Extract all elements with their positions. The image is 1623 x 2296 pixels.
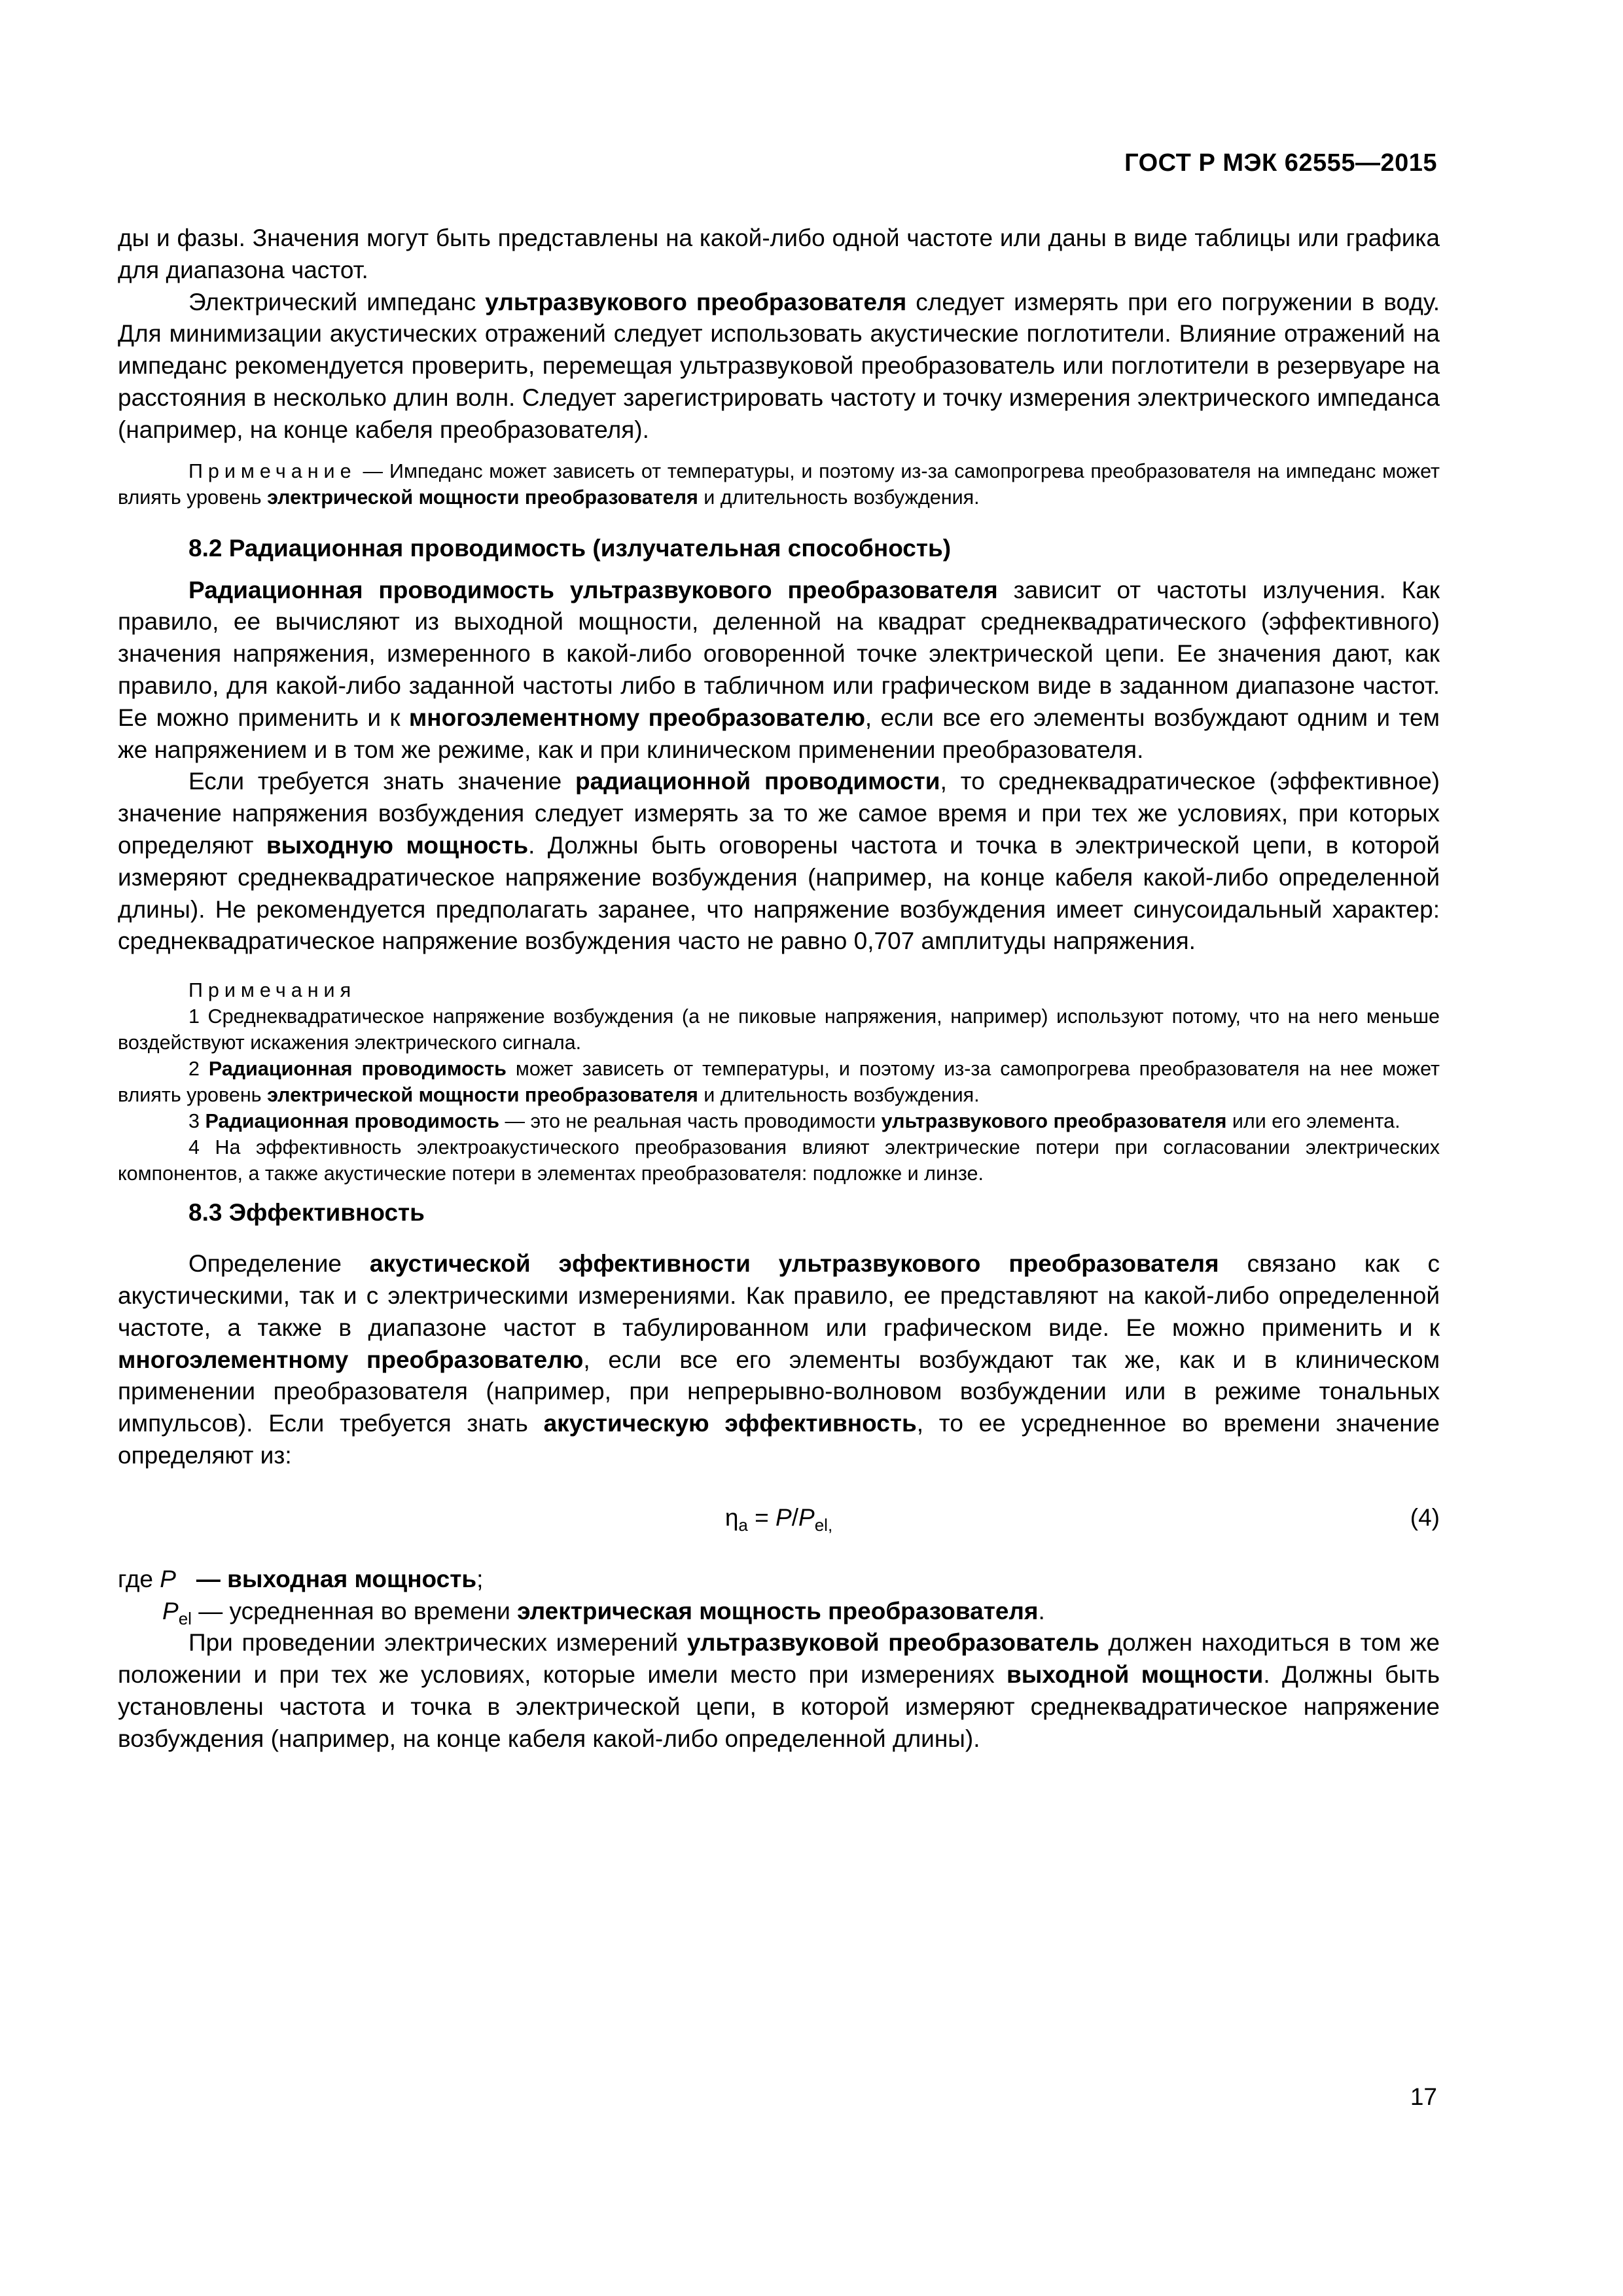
term-bold: — выходная мощность — [196, 1565, 477, 1592]
variable-pel: P — [798, 1503, 815, 1531]
paragraph-electrical-measurements — [118, 1627, 1440, 1755]
text-run: , если все его элементы возбуждают одним и тем же напряжением и в том же режиме, как и при клиническом применении преобразователя. — [118, 704, 1440, 763]
paragraph-continuation — [118, 223, 1440, 287]
term-bold: ультразвуковой преобразователь — [687, 1629, 1099, 1657]
notes-label: Примечания — [188, 979, 357, 1002]
variable-p: P — [160, 1565, 176, 1592]
term-bold: электрической мощности преобразователя — [267, 486, 698, 509]
where-word: где — [118, 1565, 160, 1592]
text-run: и длительность возбуждения. — [698, 486, 980, 509]
text-run: 2 — [188, 1058, 209, 1081]
text-run: — усредненная во времени — [191, 1597, 518, 1624]
text-run: . Должны быть оговорены частота и точка в электрической цепи, в которой измеряют среднеквадратическое напряжение возбуждения (например, на конце кабеля какой-либо определенной длины). Не рекомендуется предполагать заранее, что напряжение возбуждения имеет синусоидальный характер: среднеквадратическое напряжение возбуждения часто не равно 0,707 амплитуды напряжения. — [118, 831, 1440, 955]
text-run: Электрический импеданс — [188, 288, 486, 315]
term-bold: ультразвукового преобразователя — [881, 1110, 1227, 1133]
term-bold: Радиационная проводимость — [205, 1110, 500, 1133]
formula-expression — [724, 1503, 833, 1535]
division-slash: / — [791, 1503, 799, 1531]
term-bold: акустическую эффективность — [543, 1410, 917, 1437]
term-bold: ультразвукового преобразователя — [485, 288, 907, 315]
note-impedance — [118, 458, 1440, 511]
eta-subscript: a — [738, 1515, 748, 1535]
term-bold: акустической эффективности ультразвукового преобразователя — [369, 1250, 1219, 1278]
formula-4 — [118, 1498, 1440, 1537]
equation-number: (4) — [1410, 1503, 1440, 1531]
variable-pel: P — [162, 1597, 179, 1624]
notes-label-row — [118, 977, 1440, 1003]
text-run: ; — [476, 1565, 484, 1592]
text-run: должен находиться в том же положении и при тех же условиях, которые имели место при измерениях — [118, 1629, 1440, 1689]
text-run: или его элемента. — [1226, 1110, 1400, 1133]
pel-subscript: el, — [814, 1515, 833, 1535]
note-dash: — — [363, 459, 383, 482]
text-run: , то среднеквадратическое (эффективное) значение напряжения возбуждения следует измерять за то же самое время и при тех же условиях, при которых определяют — [118, 768, 1440, 859]
text-run: и длительность возбуждения. — [698, 1084, 980, 1107]
text-run: 4 На эффективность электроакустического преобразования влияют электрические потери при согласовании электрических компонентов, а также акустические потери в элементах преобразователя: подложке и линзе. — [118, 1136, 1440, 1185]
paragraph-radiation-measure — [118, 766, 1440, 958]
text-run: , то ее усредненное во времени значение определяют из: — [118, 1410, 1440, 1469]
text-run: , если все его элементы возбуждают так же, как и в клиническом применении преобразователя (например, при непрерывно-волновом возбуждении или в режиме тональных импульсов). Если требуется знать — [118, 1346, 1440, 1437]
term-bold: Радиационная проводимость ультразвукового преобразователя — [188, 576, 998, 603]
term-bold: выходной мощности — [1007, 1661, 1264, 1689]
text-run: . — [1038, 1597, 1045, 1624]
text-run: Если требуется знать значение — [188, 768, 575, 795]
section-heading-8-3: 8.3 Эффективность — [188, 1199, 425, 1227]
term-bold: электрическая мощность преобразователя — [517, 1597, 1039, 1624]
eta-symbol: η — [724, 1503, 739, 1531]
term-bold: многоэлементному преобразователю — [408, 704, 865, 731]
text-run: 1 Среднеквадратическое напряжение возбуждения (а не пиковые напряжения, например) используют потому, что на него меньше воздействуют искажения электрического сигнала. — [118, 1005, 1440, 1054]
term-bold: радиационной проводимости — [575, 768, 940, 795]
text-run: . Должны быть установлены частота и точка в электрической цепи, в которой измеряют среднеквадратическое напряжение возбуждения (например, на конце кабеля какой-либо определенной длины). — [118, 1661, 1440, 1752]
standard-header: ГОСТ Р МЭК 62555—2015 — [1124, 149, 1437, 177]
text-run: следует измерять при его погружении в воду. Для минимизации акустических отражений следует использовать акустические поглотители. Влияние отражений на импеданс рекомендуется проверить, перемещая ультразвуковой преобразователь или поглотители в резервуаре на расстояния в несколько длин волн. Следует зарегистрировать частоту и точку измерения электрического импеданса (например, на конце кабеля преобразователя). — [118, 288, 1440, 443]
text-run: — это не реальная часть проводимости — [499, 1110, 882, 1133]
where-pel-row — [118, 1596, 1440, 1628]
page-number: 17 — [1410, 2083, 1437, 2110]
note-label: Примечание — [188, 459, 357, 482]
notes-block — [118, 977, 1440, 1187]
paragraph-radiation-conductance — [118, 575, 1440, 766]
text-run: 3 — [188, 1110, 205, 1133]
term-bold: Радиационная проводимость — [208, 1058, 507, 1081]
page-content — [118, 223, 1440, 1755]
section-heading-8-2: 8.2 Радиационная проводимость (излучательная способность) — [188, 534, 952, 562]
variable-p: P — [776, 1503, 792, 1531]
where-p-row — [118, 1564, 1440, 1596]
equals-sign: = — [747, 1503, 776, 1531]
note-item-3 — [118, 1108, 1440, 1134]
text-run: Импеданс может зависеть от температуры, и поэтому из-за самопрогрева преобразователя на импеданс может влиять уровень — [118, 459, 1440, 509]
paragraph-text: ды и фазы. Значения могут быть представлены на какой-либо одной частоте или даны в виде таблицы или графика для диапазона частот. — [118, 224, 1440, 283]
term-bold: выходную мощность — [266, 831, 529, 859]
text-run: При проведении электрических измерений — [188, 1629, 687, 1657]
note-item-2 — [118, 1056, 1440, 1108]
pel-subscript: el — [178, 1608, 192, 1628]
text-run: связано как с акустическими, так и с электрическими измерениями. Как правило, ее представляют на какой-либо определенной частоте, а также в диапазоне частот в табулированном или графическом виде. Ее можно применить и к — [118, 1250, 1440, 1341]
text-run: может зависеть от температуры, и поэтому из-за самопрогрева преобразователя на нее может влиять уровень — [118, 1058, 1440, 1107]
text-run: зависит от частоты излучения. Как правило, ее вычисляют из выходной мощности, деленной на квадрат среднеквадратического (эффективного) значения напряжения, измеренного в какой-либо оговоренной точке электрической цепи. Ее значения дают, как правило, для какой-либо заданной частоты либо в табличном или графическом виде в заданном диапазоне частот. Ее можно применить и к — [118, 576, 1440, 731]
note-item-1 — [118, 1003, 1440, 1056]
text-run: Определение — [188, 1250, 370, 1278]
paragraph-efficiency — [118, 1248, 1440, 1472]
note-item-4 — [118, 1134, 1440, 1187]
term-bold: многоэлементному преобразователю — [118, 1346, 584, 1373]
term-bold: электрической мощности преобразователя — [267, 1084, 698, 1107]
paragraph-impedance — [118, 287, 1440, 446]
